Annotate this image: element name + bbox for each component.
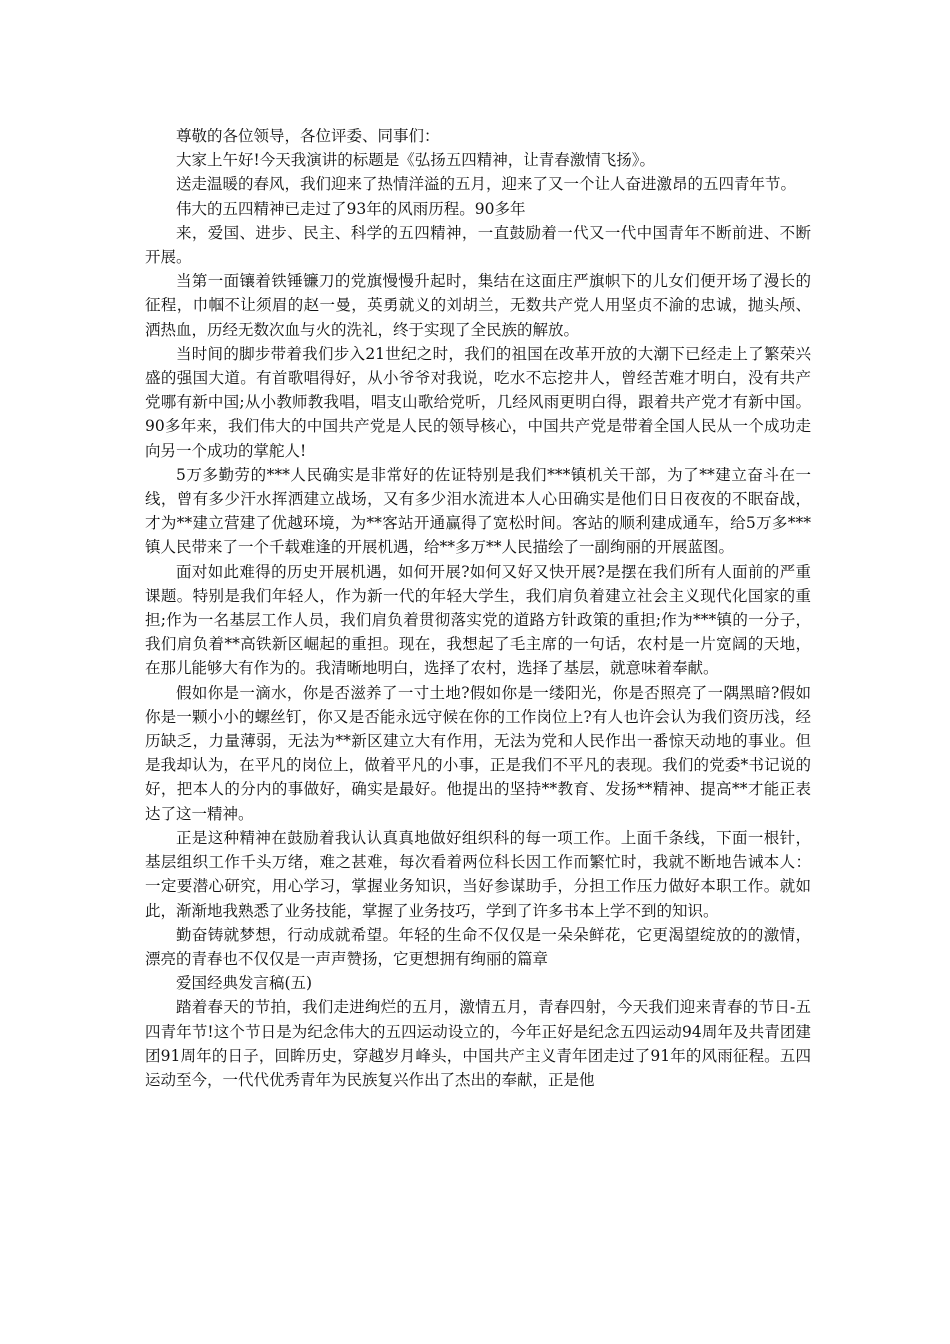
paragraph: 踏着春天的节拍，我们走进绚烂的五月，激情五月，青春四射，今天我们迎来青春的节日-五四青年节!这个节日是为纪念伟大的五四运动设立的，今年正好是纪念五四运动94周年及共青团建团91周年的日子，回眸历史，穿越岁月峰头，中国共产主义青年团走过了91年的风雨征程。五四运动至今，一代代优秀青年为民族复兴作出了杰出的奉献，正是他 [145, 998, 811, 1089]
paragraph: 假如你是一滴水，你是否滋养了一寸土地?假如你是一缕阳光，你是否照亮了一隅黑暗?假如你是一颗小小的螺丝钉，你又是否能永远守候在你的工作岗位上?有人也许会认为我们资历浅，经历缺乏，力量薄弱，无法为**新区建立大有作用，无法为党和人民作出一番惊天动地的事业。但是我却认为，在平凡的岗位上，做着平凡的小事，正是我们不平凡的表现。我们的党委*书记说的好，把本人的分内的事做好，确实是最好。他提出的坚持**教育、发扬**精神、提高**才能正表达了这一精神。 [145, 683, 811, 823]
paragraph: 当时间的脚步带着我们步入21世纪之时，我们的祖国在改革开放的大潮下已经走上了繁荣兴盛的强国大道。有首歌唱得好，从小爷爷对我说，吃水不忘挖井人，曾经苦难才明白，没有共产党哪有新中国;从小教师教我唱，唱支山歌给党听，几经风雨更明白得，跟着共产党才有新中国。90多年来，我们伟大的中国共产党是人民的领导核心，中国共产党是带着全国人民从一个成功走向另一个成功的掌舵人! [145, 344, 811, 460]
paragraph: 来，爱国、进步、民主、科学的五四精神，一直鼓励着一代又一代中国青年不断前进、不断开展。 [145, 223, 811, 267]
paragraph: 正是这种精神在鼓励着我认认真真地做好组织科的每一项工作。上面千条线，下面一根针，基层组织工作千头万绪，难之甚难，每次看着两位科长因工作而繁忙时，我就不断地告诫本人：一定要潜心研究，用心学习，掌握业务知识，当好参谋助手，分担工作压力做好本职工作。就如此，渐渐地我熟悉了业务技能，掌握了业务技巧，学到了许多书本上学不到的知识。 [145, 828, 811, 920]
paragraph: 当第一面镶着铁锤镰刀的党旗慢慢升起时，集结在这面庄严旗帜下的儿女们便开场了漫长的征程，巾帼不让须眉的赵一曼，英勇就义的刘胡兰，无数共产党人用坚贞不渝的忠诚，抛头颅、洒热血，历经无数次血与火的洗礼，终于实现了全民族的解放。 [145, 272, 811, 339]
salutation: 尊敬的各位领导，各位评委、同事们： [176, 127, 440, 145]
paragraph: 送走温暖的春风，我们迎来了热情洋溢的五月，迎来了又一个让人奋进激昂的五四青年节。 [176, 175, 797, 194]
paragraph: 5万多勤劳的***人民确实是非常好的佐证特别是我们***镇机关干部，为了**建立奋斗在一线，曾有多少汗水挥洒建立战场，又有多少泪水流进本人心田确实是他们日日夜夜的不眠奋战，才为**建立营建了优越环境，为**客站开通赢得了宽松时间。客站的顺利建成通车，给5万多***镇人民带来了一个千载难逢的开展机遇，给**多万**人民描绘了一副绚丽的开展蓝图。 [145, 465, 811, 557]
paragraph: 伟大的五四精神已走过了93年的风雨历程。90多年 [176, 199, 526, 218]
section-heading: 爱国经典发言稿(五) [176, 974, 313, 993]
paragraph: 勤奋铸就梦想，行动成就希望。年轻的生命不仅仅是一朵朵鲜花，它更渴望绽放的的激情，漂亮的青春也不仅仅是一声声赞扬，它更想拥有绚丽的篇章 [145, 925, 811, 968]
document-body [145, 124, 811, 1092]
paragraph: 大家上午好!今天我演讲的标题是《弘扬五四精神，让青春激情飞扬》。 [176, 151, 655, 170]
paragraph: 面对如此难得的历史开展机遇，如何开展?如何又好又快开展?是摆在我们所有人面前的严重课题。特别是我们年轻人，作为新一代的年轻大学生，我们肩负着建立社会主义现代化国家的重担;作为一名基层工作人员，我们肩负着贯彻落实党的道路方针政策的重担;作为***镇的一分子，我们肩负着**高铁新区崛起的重担。现在，我想起了毛主席的一句话，农村是一片宽阔的天地，在那儿能够大有作为的。我清晰地明白，选择了农村，选择了基层，就意味着奉献。 [145, 562, 811, 678]
